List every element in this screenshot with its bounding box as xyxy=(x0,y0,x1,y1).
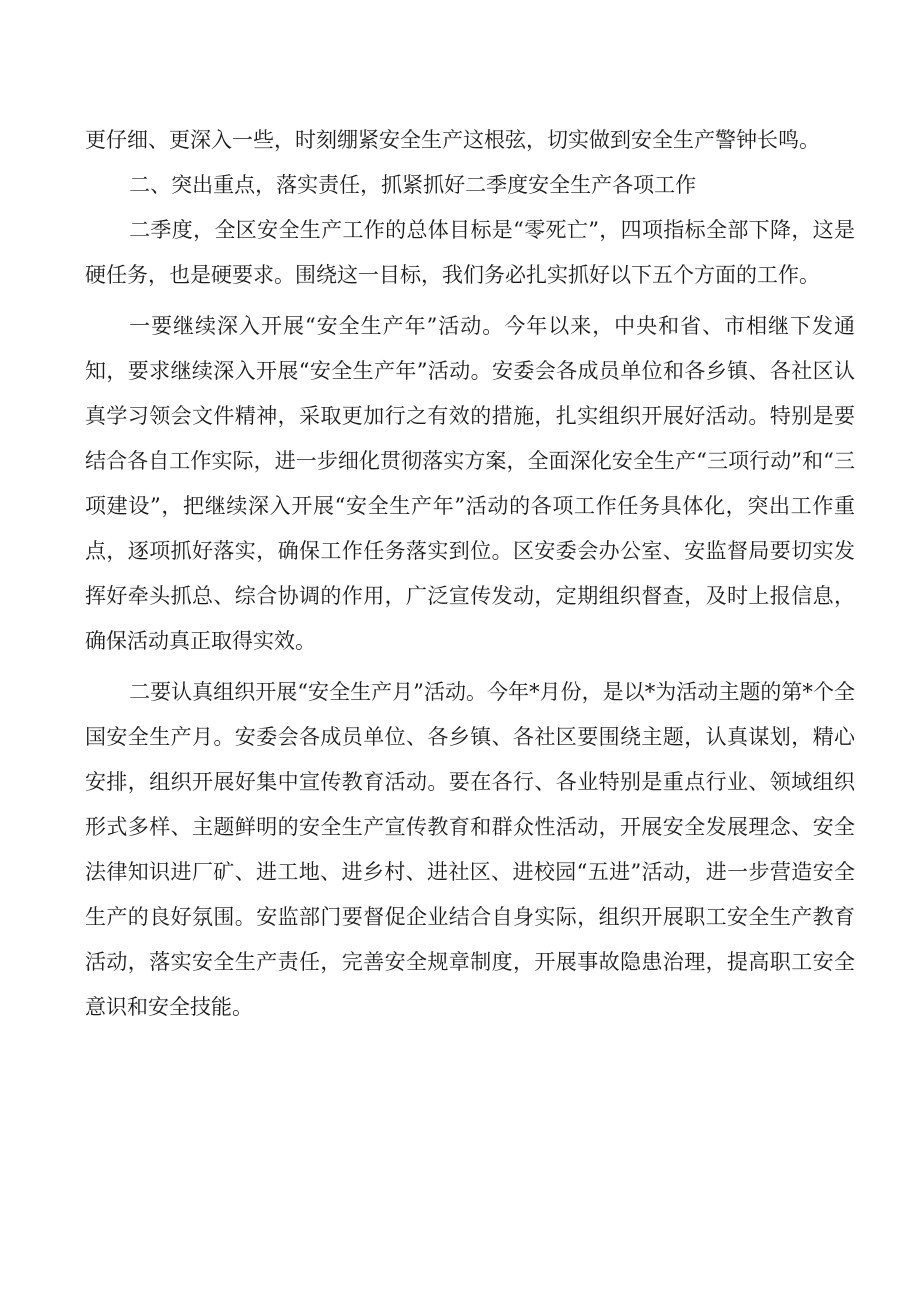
paragraph-goal: 二季度，全区安全生产工作的总体目标是“零死亡”，四项指标全部下降，这是硬任务，也是硬要求。围绕这一目标，我们务必扎实抓好以下五个方面的工作。 xyxy=(85,218,855,287)
paragraph-continuation: 更仔细、更深入一些，时刻绷紧安全生产这根弦，切实做到安全生产警钟长鸣。 xyxy=(85,128,820,152)
section-heading: 二、突出重点，落实责任，抓紧抓好二季度安全生产各项工作 xyxy=(129,173,697,197)
document-body xyxy=(85,118,855,1030)
paragraph-safety-year: 一要继续深入开展“安全生产年”活动。今年以来，中央和省、市相继下发通知，要求继续深入开展“安全生产年”活动。安委会各成员单位和各乡镇、各社区认真学习领会文件精神，采取更加行之有效的措施，扎实组织开展好活动。特别是要结合各自工作实际，进一步细化贯彻落实方案，全面深化安全生产“三项行动”和“三项建设”，把继续深入开展“安全生产年”活动的各项工作任务具体化，突出工作重点，逐项抓好落实，确保工作任务落实到位。区安委会办公室、安监督局要切实发挥好牵头抓总、综合协调的作用，广泛宣传发动，定期组织督查，及时上报信息，确保活动真正取得实效。 xyxy=(85,314,855,653)
paragraph-safety-month: 二要认真组织开展“安全生产月”活动。今年*月份，是以*为活动主题的第*个全国安全生产月。安委会各成员单位、各乡镇、各社区要围绕主题，认真谋划，精心安排，组织开展好集中宣传教育活动。要在各行、各业特别是重点行业、领域组织形式多样、主题鲜明的安全生产宣传教育和群众性活动，开展安全发展理念、安全法律知识进厂矿、进工地、进乡村、进社区、进校园“五进”活动，进一步营造安全生产的良好氛围。安监部门要督促企业结合自身实际，组织开展职工安全生产教育活动，落实安全生产责任，完善安全规章制度，开展事故隐患治理，提高职工安全意识和安全技能。 xyxy=(85,680,855,1019)
